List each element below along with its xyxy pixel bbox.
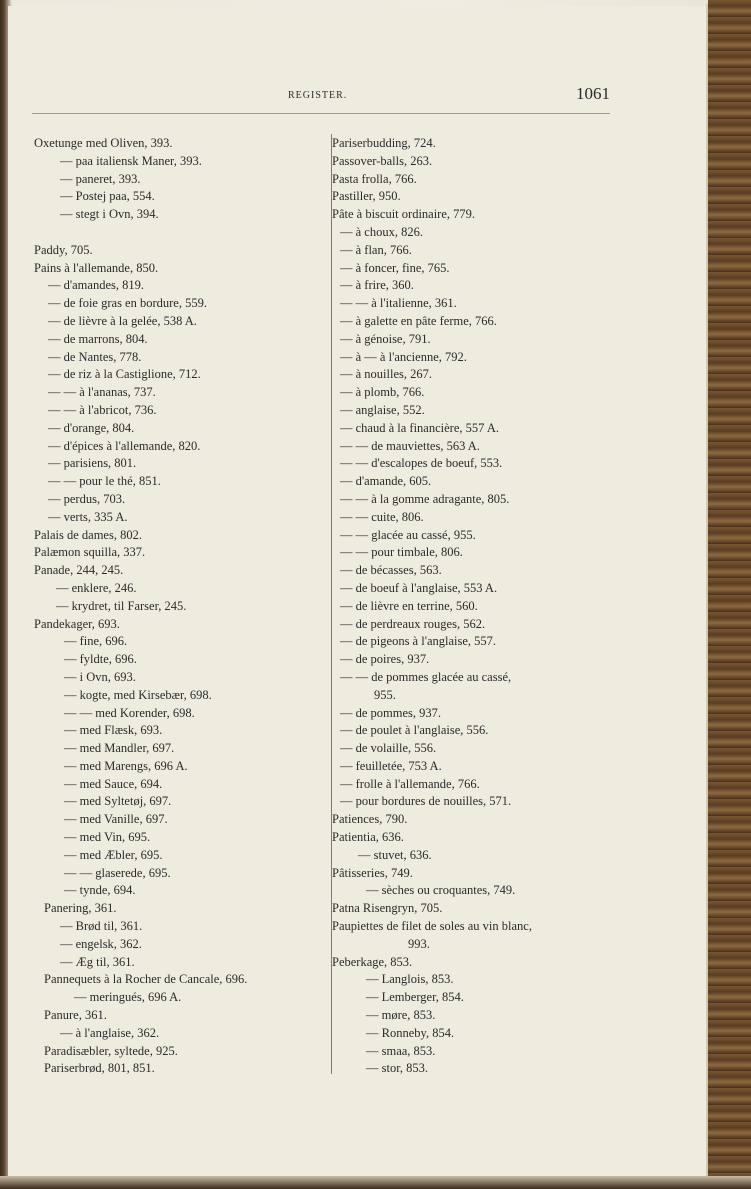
index-entry: 993. — [408, 936, 430, 951]
index-entry: Patiences, 790. — [332, 812, 408, 827]
index-entry: — møre, 853. — [366, 1008, 436, 1023]
index-entry: Panure, 361. — [44, 1008, 107, 1023]
index-entry: Oxetunge med Oliven, 393. — [34, 136, 173, 150]
header-rule — [32, 113, 610, 114]
index-entry: — med Marengs, 696 A. — [64, 758, 188, 773]
index-entry: Pastiller, 950. — [332, 189, 401, 204]
index-entry: Peberkage, 853. — [332, 954, 413, 969]
index-entry: — fine, 696. — [64, 634, 128, 649]
index-entry: — pour bordures de nouilles, 571. — [340, 794, 512, 809]
index-entry: — de pigeons à l'anglaise, 557. — [340, 634, 497, 649]
index-entry: — de Nantes, 778. — [48, 349, 142, 364]
index-entry: — engelsk, 362. — [60, 936, 142, 951]
index-entry: — Langlois, 853. — [366, 972, 454, 987]
index-entry: — de bécasses, 563. — [340, 563, 442, 578]
index-entry: — Postej paa, 554. — [60, 189, 155, 204]
index-entry: — fyldte, 696. — [64, 652, 137, 667]
index-entry: Paupiettes de filet de soles au vin blanc, — [332, 919, 532, 934]
index-entry: — — de pommes glacée au cassé, — [340, 669, 512, 684]
index-entry: — de lièvre en terrine, 560. — [340, 598, 478, 613]
index-entry: — de lièvre à la gelée, 538 A. — [48, 313, 197, 328]
index-entry: — tynde, 694. — [64, 883, 136, 898]
index-entry: Pariserbrød, 801, 851. — [44, 1061, 155, 1076]
index-entry: — de riz à la Castiglione, 712. — [48, 367, 201, 382]
index-entry: — à foncer, fine, 765. — [340, 260, 450, 275]
index-entry: — — cuite, 806. — [340, 509, 424, 524]
book-spine-edge — [708, 0, 751, 1189]
index-entry: — à génoise, 791. — [340, 331, 431, 346]
index-entry: — med Æbler, 695. — [64, 847, 163, 862]
index-entry: Passover-balls, 263. — [332, 153, 433, 168]
index-entry: — — pour le thé, 851. — [48, 474, 161, 489]
index-entry: — à l'anglaise, 362. — [60, 1025, 160, 1040]
index-entry: — de foie gras en bordure, 559. — [48, 296, 207, 311]
index-entry: — med Mandler, 697. — [64, 741, 175, 756]
index-entry: — de boeuf à l'anglaise, 553 A. — [340, 580, 498, 595]
index-entry: — à frire, 360. — [340, 278, 414, 293]
index-entry: Pâtisseries, 749. — [332, 865, 413, 880]
index-column-left — [34, 135, 324, 1078]
index-entry: — — d'escalopes de boeuf, 553. — [340, 456, 503, 471]
entry-gap — [34, 224, 324, 242]
index-entry: — parisiens, 801. — [48, 456, 137, 471]
index-entry: Pâte à biscuit ordinaire, 779. — [332, 207, 476, 222]
index-entry: — frolle à l'allemande, 766. — [340, 776, 480, 791]
index-entry: — — glaserede, 695. — [64, 865, 171, 880]
index-entry: — anglaise, 552. — [340, 402, 425, 417]
page-number: 1061 — [576, 84, 610, 103]
index-entry: Paradisæbler, syltede, 925. — [44, 1043, 178, 1058]
index-entry: Palais de dames, 802. — [34, 527, 142, 542]
index-entry: Paddy, 705. — [34, 242, 93, 257]
index-entry: — à choux, 826. — [340, 224, 423, 239]
index-entry: — — med Korender, 698. — [64, 705, 195, 720]
index-entry: — d'orange, 804. — [48, 420, 135, 435]
index-entry: — med Vin, 695. — [64, 830, 151, 845]
page-bottom-edge — [0, 1176, 751, 1189]
index-entry: — i Ovn, 693. — [64, 669, 136, 684]
index-entry: Patientia, 636. — [332, 830, 404, 845]
index-entry: — — à l'abricot, 736. — [48, 402, 157, 417]
index-entry: — — de mauviettes, 563 A. — [340, 438, 480, 453]
index-entry: Pariserbudding, 724. — [332, 136, 436, 150]
page-header — [30, 84, 610, 108]
index-entry: — — glacée au cassé, 955. — [340, 527, 476, 542]
index-entry: 955. — [374, 687, 396, 702]
index-entry: — meringués, 696 A. — [74, 990, 182, 1005]
index-entry: — med Syltetøj, 697. — [64, 794, 172, 809]
index-entry: — Brød til, 361. — [60, 919, 143, 934]
index-entry: — à — à l'ancienne, 792. — [340, 349, 467, 364]
index-entry: — Lemberger, 854. — [366, 990, 464, 1005]
index-entry: — — à la gomme adragante, 805. — [340, 491, 510, 506]
index-entry: — à nouilles, 267. — [340, 367, 433, 382]
index-entry: — de poires, 937. — [340, 652, 430, 667]
index-entry: — Ronneby, 854. — [366, 1025, 455, 1040]
index-entry: Pains à l'allemande, 850. — [34, 260, 159, 275]
running-head: REGISTER. — [288, 90, 348, 101]
index-entry: — feuilletée, 753 A. — [340, 758, 442, 773]
index-entry: Pasta frolla, 766. — [332, 171, 417, 186]
index-entry: Pandekager, 693. — [34, 616, 120, 631]
index-entry: — de marrons, 804. — [48, 331, 148, 346]
index-entry: — paa italiensk Maner, 393. — [60, 153, 202, 168]
index-entry: — de poulet à l'anglaise, 556. — [340, 723, 489, 738]
index-entry: — à galette en pâte ferme, 766. — [340, 313, 497, 328]
index-entry: — stor, 853. — [366, 1061, 428, 1076]
index-entry: — sèches ou croquantes, 749. — [366, 883, 516, 898]
index-entry: Panering, 361. — [44, 901, 117, 916]
index-entry: — — à l'italienne, 361. — [340, 296, 457, 311]
index-entry: — de volaille, 556. — [340, 741, 437, 756]
index-entry: — med Flæsk, 693. — [64, 723, 163, 738]
index-entry: Patna Risengryn, 705. — [332, 901, 443, 916]
index-entry: Palæmon squilla, 337. — [34, 545, 146, 560]
index-entry: — d'épices à l'allemande, 820. — [48, 438, 201, 453]
index-entry: — Æg til, 361. — [60, 954, 135, 969]
index-entry: — chaud à la financière, 557 A. — [340, 420, 499, 435]
index-entry: — de perdreaux rouges, 562. — [340, 616, 486, 631]
index-entry: — à flan, 766. — [340, 242, 412, 257]
index-entry: — paneret, 393. — [60, 171, 141, 186]
index-entry: Panade, 244, 245. — [34, 563, 124, 578]
index-entry: — verts, 335 A. — [48, 509, 128, 524]
index-entry: — d'amandes, 819. — [48, 278, 144, 293]
index-entry: — stuvet, 636. — [358, 847, 432, 862]
index-entry: — — pour timbale, 806. — [340, 545, 463, 560]
index-entry: — kogte, med Kirsebær, 698. — [64, 687, 212, 702]
index-entry: — d'amande, 605. — [340, 474, 432, 489]
index-entry: — med Sauce, 694. — [64, 776, 163, 791]
index-entry: Pannequets à la Rocher de Cancale, 696. — [44, 972, 248, 987]
index-entry: — perdus, 703. — [48, 491, 126, 506]
index-entry: — à plomb, 766. — [340, 385, 425, 400]
index-entry: — smaa, 853. — [366, 1043, 436, 1058]
index-entry: — med Vanille, 697. — [64, 812, 168, 827]
index-entry: — enklere, 246. — [56, 580, 137, 595]
index-entry: — — à l'ananas, 737. — [48, 385, 156, 400]
index-entry: — krydret, til Farser, 245. — [56, 598, 187, 613]
index-entry: — de pommes, 937. — [340, 705, 442, 720]
index-entry: — stegt i Ovn, 394. — [60, 207, 159, 222]
index-column-right — [332, 135, 622, 1078]
